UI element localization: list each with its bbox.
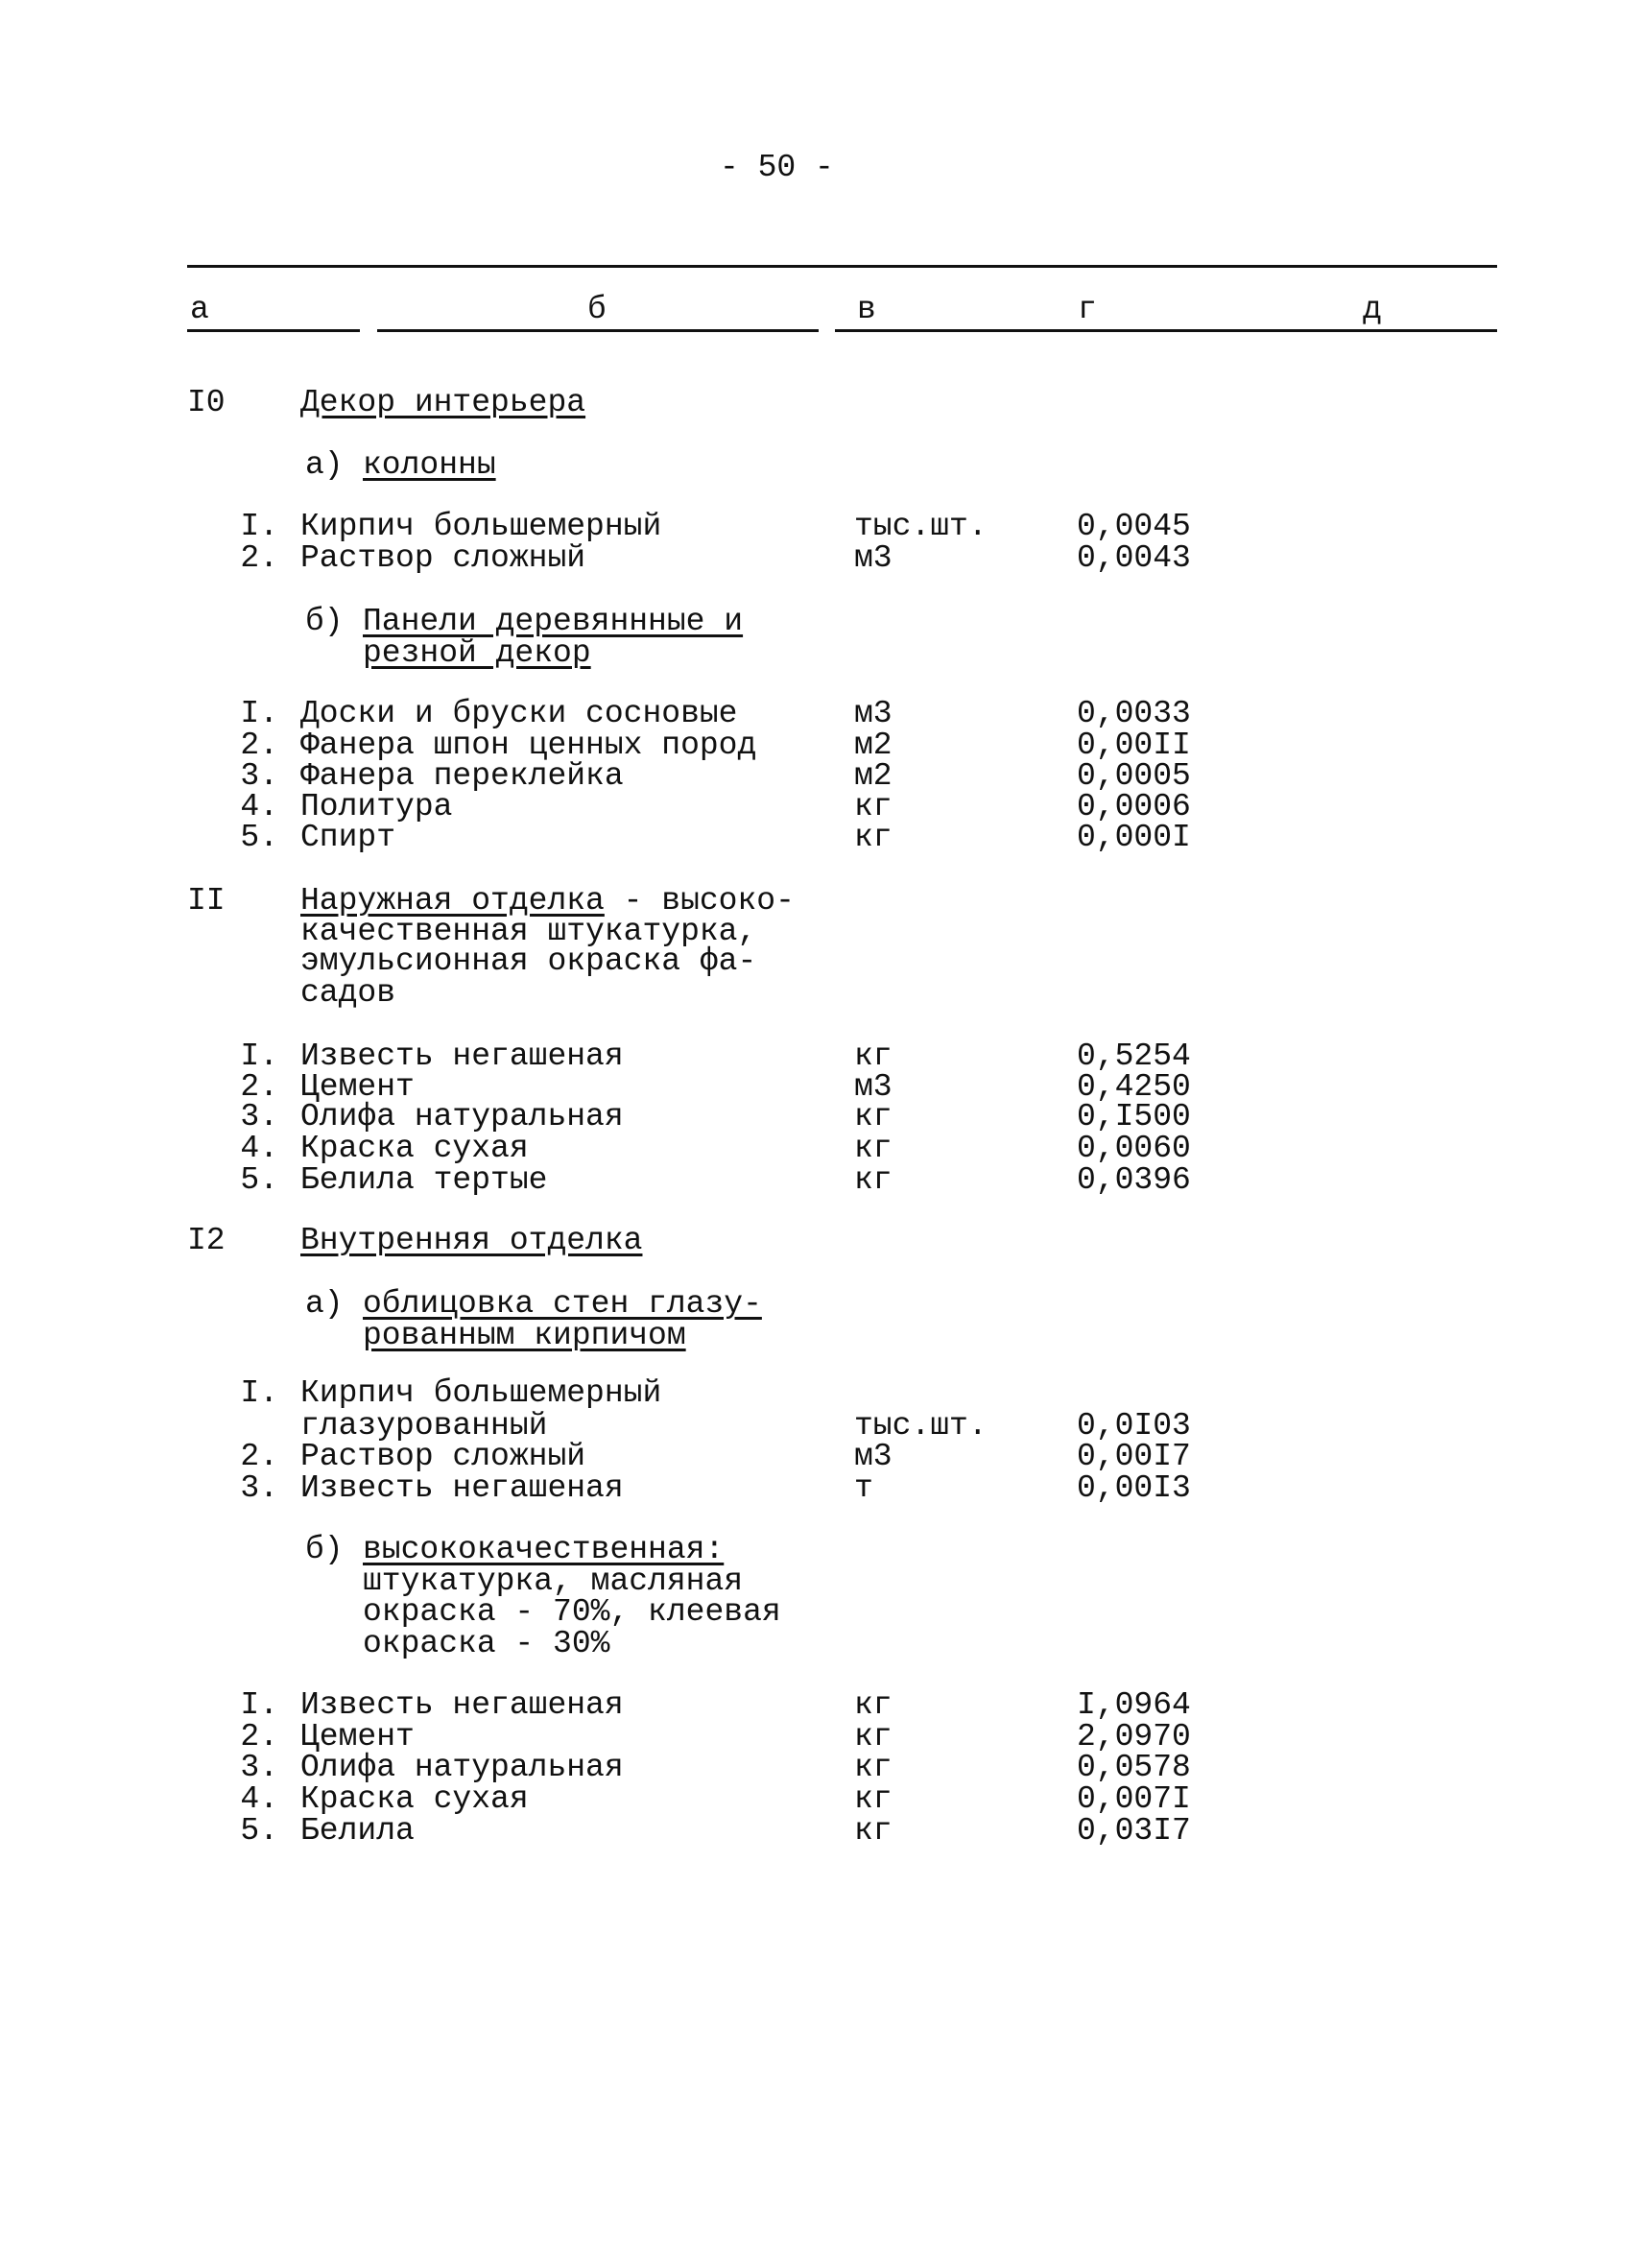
table-row xyxy=(0,1721,1643,1754)
section-heading xyxy=(0,1225,1643,1257)
subsection-label: а) xyxy=(305,1286,344,1322)
item-unit: кг xyxy=(854,820,893,855)
item-number: 2. xyxy=(240,728,278,763)
item-unit: кг xyxy=(854,1813,893,1849)
header-underline xyxy=(187,329,360,332)
section-number: I0 xyxy=(187,385,226,420)
table-top-rule xyxy=(187,265,1497,268)
item-value: I,0964 xyxy=(1077,1687,1191,1723)
item-value: 0,007I xyxy=(1077,1781,1191,1817)
item-number: I. xyxy=(240,1375,278,1411)
item-unit: тыс.шт. xyxy=(854,509,988,544)
item-name: Краска сухая xyxy=(300,1781,529,1817)
header-col-b: б xyxy=(587,292,607,327)
subsection-title: резной декор xyxy=(363,635,591,671)
section-number: I2 xyxy=(187,1223,226,1258)
section-heading xyxy=(0,387,1643,419)
subsection-label: б) xyxy=(305,604,344,639)
table-row xyxy=(0,822,1643,854)
subsection-label: б) xyxy=(305,1532,344,1567)
item-unit: кг xyxy=(854,1162,893,1198)
table-row xyxy=(0,1040,1643,1073)
header-col-d: д xyxy=(1363,292,1382,327)
item-unit: кг xyxy=(854,1719,893,1755)
item-name: Политура xyxy=(300,789,453,824)
section-title-line: качественная штукатурка, xyxy=(300,914,757,949)
item-value: 0,00I7 xyxy=(1077,1439,1191,1474)
item-value: 0,4250 xyxy=(1077,1069,1191,1105)
table-row xyxy=(0,1783,1643,1816)
subsection-title: высококачественная: xyxy=(363,1532,725,1567)
item-unit: кг xyxy=(854,1039,893,1074)
item-number: 3. xyxy=(240,1099,278,1134)
item-number: 5. xyxy=(240,820,278,855)
item-name: Белила xyxy=(300,1813,415,1849)
item-value: 0,0578 xyxy=(1077,1750,1191,1785)
subsection-label: а) xyxy=(305,447,344,483)
subsection-heading-cont xyxy=(0,1565,1643,1598)
item-unit: кг xyxy=(854,1687,893,1723)
item-number: 4. xyxy=(240,789,278,824)
header-underline xyxy=(377,329,819,332)
item-number: 3. xyxy=(240,1750,278,1785)
subsection-heading-cont xyxy=(0,637,1643,670)
item-name: Белила тертые xyxy=(300,1162,548,1198)
section-number: II xyxy=(187,883,226,919)
item-name: Кирпич большемерный xyxy=(300,509,662,544)
subsection-title: колонны xyxy=(363,447,496,483)
item-unit: м3 xyxy=(854,540,893,576)
section-heading-cont xyxy=(0,977,1643,1010)
page-number: - 50 - xyxy=(720,150,834,185)
item-value: 0,0396 xyxy=(1077,1162,1191,1198)
subsection-title: штукатурка, масляная xyxy=(363,1564,744,1599)
item-number: 4. xyxy=(240,1781,278,1817)
item-unit: м2 xyxy=(854,758,893,794)
item-number: I. xyxy=(240,1687,278,1723)
item-number: 2. xyxy=(240,1439,278,1474)
table-row xyxy=(0,1164,1643,1197)
item-value: 0,03I7 xyxy=(1077,1813,1191,1849)
item-number: I. xyxy=(240,1039,278,1074)
subsection-heading-cont xyxy=(0,1628,1643,1660)
item-name: Цемент xyxy=(300,1069,415,1105)
item-number: 2. xyxy=(240,1719,278,1755)
item-value: 0,I500 xyxy=(1077,1099,1191,1134)
item-value: 0,000I xyxy=(1077,820,1191,855)
item-unit: тыс.шт. xyxy=(854,1408,988,1444)
table-row xyxy=(0,760,1643,793)
section-title-underlined: Наружная отделка xyxy=(300,883,605,919)
item-unit: кг xyxy=(854,1781,893,1817)
header-col-v: в xyxy=(857,292,876,327)
table-row xyxy=(0,1377,1643,1410)
item-number: 5. xyxy=(240,1813,278,1849)
item-value: 0,00I3 xyxy=(1077,1470,1191,1506)
table-row xyxy=(0,1441,1643,1473)
section-title xyxy=(300,885,795,918)
table-row xyxy=(0,698,1643,730)
item-value: 0,0033 xyxy=(1077,696,1191,731)
table-row xyxy=(0,729,1643,762)
item-name: Известь негашеная xyxy=(300,1687,624,1723)
item-name: Краска сухая xyxy=(300,1131,529,1166)
section-title: Внутренняя отделка xyxy=(300,1223,643,1258)
item-value: 0,5254 xyxy=(1077,1039,1191,1074)
subsection-heading xyxy=(0,606,1643,638)
item-unit: м3 xyxy=(854,1439,893,1474)
subsection-heading-cont xyxy=(0,1596,1643,1629)
item-name: Раствор сложный xyxy=(300,1439,586,1474)
item-name: Олифа натуральная xyxy=(300,1750,624,1785)
item-value: 0,0006 xyxy=(1077,789,1191,824)
item-name: Олифа натуральная xyxy=(300,1099,624,1134)
item-unit: кг xyxy=(854,789,893,824)
item-unit: кг xyxy=(854,1750,893,1785)
item-name-cont: глазурованный xyxy=(300,1408,548,1444)
subsection-title: окраска - 30% xyxy=(363,1626,610,1661)
item-name: Раствор сложный xyxy=(300,540,586,576)
subsection-heading-cont xyxy=(0,1320,1643,1352)
item-value: 0,0045 xyxy=(1077,509,1191,544)
item-name: Спирт xyxy=(300,820,396,855)
item-name: Кирпич большемерный xyxy=(300,1375,662,1411)
item-name: Цемент xyxy=(300,1719,415,1755)
subsection-title: облицовка стен глазу- xyxy=(363,1286,762,1322)
item-value: 0,0I03 xyxy=(1077,1408,1191,1444)
header-col-g: г xyxy=(1078,292,1097,327)
item-number: 2. xyxy=(240,1069,278,1105)
subsection-heading xyxy=(0,449,1643,482)
item-number: 4. xyxy=(240,1131,278,1166)
subsection-heading xyxy=(0,1288,1643,1321)
item-number: 3. xyxy=(240,1470,278,1506)
table-row xyxy=(0,1815,1643,1848)
table-row xyxy=(0,542,1643,575)
item-name: Известь негашеная xyxy=(300,1470,624,1506)
item-number: 5. xyxy=(240,1162,278,1198)
subsection-title: Панели деревяннные и xyxy=(363,604,744,639)
item-unit: кг xyxy=(854,1099,893,1134)
table-row xyxy=(0,1472,1643,1505)
table-row xyxy=(0,1133,1643,1165)
table-row xyxy=(0,1752,1643,1784)
header-col-a: а xyxy=(190,292,209,327)
item-value: 0,00II xyxy=(1077,728,1191,763)
item-unit: м2 xyxy=(854,728,893,763)
section-heading-cont xyxy=(0,945,1643,978)
item-unit: м3 xyxy=(854,1069,893,1105)
item-value: 0,0043 xyxy=(1077,540,1191,576)
table-row xyxy=(0,1101,1643,1134)
table-row xyxy=(0,1410,1643,1443)
item-unit: кг xyxy=(854,1131,893,1166)
section-title-rest: - высоко- xyxy=(604,883,795,919)
item-value: 0,0060 xyxy=(1077,1131,1191,1166)
item-number: 2. xyxy=(240,540,278,576)
item-number: I. xyxy=(240,696,278,731)
section-title: Декор интерьера xyxy=(300,385,586,420)
subsection-heading xyxy=(0,1534,1643,1566)
subsection-title: рованным кирпичом xyxy=(363,1318,686,1353)
item-value: 0,0005 xyxy=(1077,758,1191,794)
section-heading xyxy=(0,885,1643,918)
item-name: Фанера переклейка xyxy=(300,758,624,794)
header-underline xyxy=(835,329,1497,332)
section-title-line: эмульсионная окраска фа- xyxy=(300,943,757,979)
item-name: Известь негашеная xyxy=(300,1039,624,1074)
subsection-title: окраска - 70%, клеевая xyxy=(363,1594,781,1630)
item-value: 2,0970 xyxy=(1077,1719,1191,1755)
item-name: Фанера шпон ценных пород xyxy=(300,728,757,763)
item-unit: т xyxy=(854,1470,873,1506)
table-row xyxy=(0,791,1643,824)
table-row xyxy=(0,511,1643,543)
table-row xyxy=(0,1689,1643,1722)
section-heading-cont xyxy=(0,916,1643,948)
item-unit: м3 xyxy=(854,696,893,731)
item-name: Доски и бруски сосновые xyxy=(300,696,738,731)
section-title-line: садов xyxy=(300,975,396,1011)
item-number: I. xyxy=(240,509,278,544)
item-number: 3. xyxy=(240,758,278,794)
